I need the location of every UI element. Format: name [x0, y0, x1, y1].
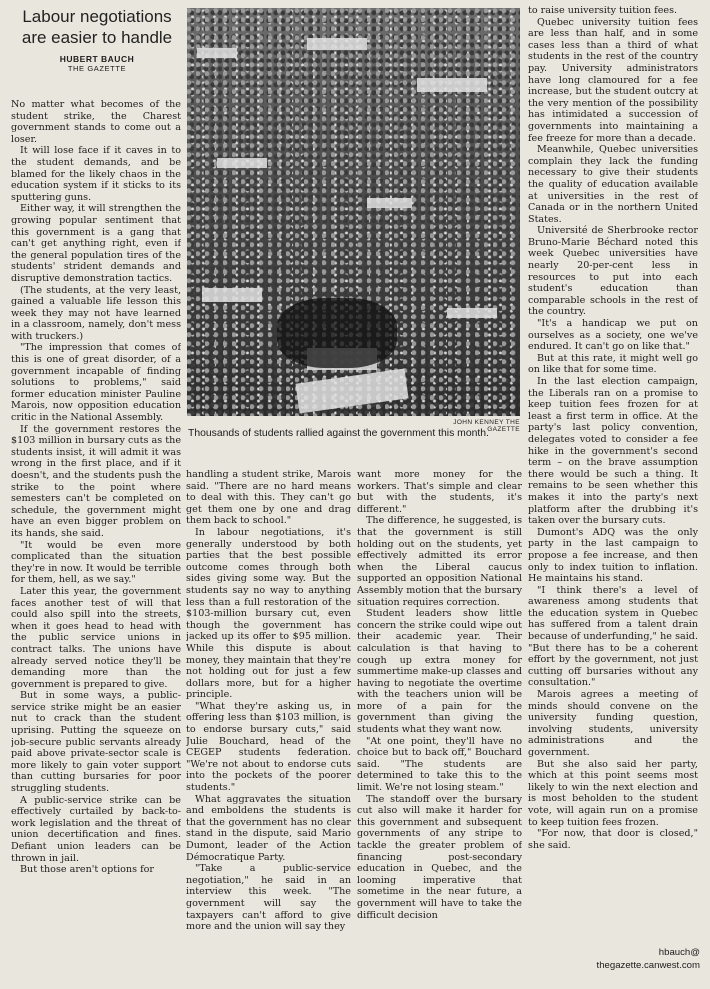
headline-line-2: are easier to handle — [21, 28, 173, 47]
paragraph: In the last election campaign, the Liberals ran on a promise to keep tuition fees frozen for at least a first term in office. At the party's last policy convention, delegates voted to consider a fee hike in the government's second term – on the brave assumption there would be such a thing. It remains to be seen whether this makes it into the party's next platform after the drubbing it's taken over the bursary cuts. — [528, 376, 698, 527]
protest-crowd-photo — [187, 8, 520, 416]
paragraph: (The students, at the very least, gained a valuable life lesson this week they may not have learned in a classroom, namely, don't mess with truckers.) — [11, 284, 181, 342]
paragraph: handling a student strike, Marois said. "There are no hard means to deal with this. They can't go get them one by one and drag them back to school." — [186, 469, 351, 527]
author-email-line-2: thegazette.canwest.com — [596, 960, 700, 971]
paragraph: "It's a handicap we put on ourselves as a society, one we've endured. It can't go on like that." — [528, 318, 698, 353]
paragraph: "What they're asking us, in offering less than $103 million, is to endorse bursary cuts," said Julie Bouchard, head of the CEGEP students federation. "We're not about to endorse cuts into the pockets of the poorer students." — [186, 700, 351, 794]
paragraph: "The impression that comes of this is one of great disorder, of a government incapable of finding solutions to problems," said former education minister Pauline Marois, now opposition education critic in the National Assembly. — [11, 342, 181, 424]
byline-name: HUBERT BAUCH — [59, 54, 135, 64]
column-3 — [357, 469, 522, 984]
headline-line-1: Labour negotiations — [22, 7, 172, 26]
photo-credit: JOHN KENNEY THE GAZETTE — [453, 419, 520, 433]
paragraph: Quebec university tuition fees are less than half, and in some cases less than a third of what students in the rest of the country pay. University administrators have long clamoured for a fee increase, but the student outcry at the very mention of the possibility has intimidated a succession of governments into maintaining a fee freeze for more than a decade. — [528, 16, 698, 144]
paragraph: The difference, he suggested, is that the government is still holding out on the students, yet effectively admitted its error when the Liberal caucus supported an opposition National Assembly motion that the bursary situation requires correction. — [357, 515, 522, 608]
author-email — [560, 946, 700, 972]
paragraph: Student leaders show little concern the strike could wipe out their academic year. Their calculation is that having to cough up extra money for summertime make-up classes and having to negotiate the overtime with the teachers union will be more of a pain for the government than giving the students what they want now. — [357, 608, 522, 736]
paragraph: Meanwhile, Quebec universities complain they lack the funding necessary to give their students the quality of education available at universities in the rest of Canada or in the northern United States. — [528, 144, 698, 225]
paragraph: Université de Sherbrooke rector Bruno-Marie Béchard noted this week Quebec universities have nearly 20-per-cent less in resources to put into each student's education than comparable schools in the rest of the country. — [528, 225, 698, 318]
paragraph: Marois agrees a meeting of minds should convene on the university funding question, involving students, university administrations and the government. — [528, 689, 698, 758]
paragraph: Either way, it will strengthen the growing popular sentiment that this government is a gang that can't get anything right, even if the general population tires of the students' strident demands and disruptive demonstration tactics. — [11, 203, 181, 284]
headline — [12, 6, 182, 48]
byline — [12, 54, 182, 73]
paragraph: In labour negotiations, it's generally understood by both parties that the best possible outcome comes through both sides giving some way. But the students say no way to anything less than a full restoration of the $103-million bursary cut, even though the government has jacked up its offer to $95 million. While this dispute is about money, they maintain that they're not holding out for just a few dollars more, but for a higher principle. — [186, 526, 351, 701]
paragraph: The standoff over the bursary cut also will make it harder for this government and subsequent governments of any stripe to tackle the greater problem of financing post-secondary education in Quebec, and the looming imperative that sometime in the near future, a government will have to take the difficult decision — [357, 793, 522, 921]
paragraph: No matter what becomes of the student strike, the Charest government stands to come out a loser. — [11, 99, 181, 145]
paragraph: If the government restores the $103 million in bursary cuts as the students insist, it will admit it was wrong in the first place, and if it doesn't, and the students push the strike to the point where semesters can't be completed on schedule, the government might have an even bigger problem on its hands, she said. — [11, 423, 181, 539]
paragraph: But she also said her party, which at this point seems most likely to win the next election and is most beholden to the student vote, will again run on a promise to keep tuition fees frozen. — [528, 758, 698, 828]
paragraph: Dumont's ADQ was the only party in the last campaign to propose a fee increase, and then only to index tuition to inflation. He maintains his stand. — [528, 526, 698, 585]
paragraph: to raise university tuition fees. — [528, 5, 678, 16]
paragraph: But in some ways, a public-service strike might be an easier nut to crack than the student uprising. Putting the squeeze on job-secure public servants already paid above private-sector scale is more likely to gain voter support than cutting bursaries for poor struggling students. — [11, 690, 181, 795]
author-email-line-1: hbauch@ — [658, 947, 700, 958]
photo-caption: Thousands of students rallied against the government this month. — [188, 428, 489, 439]
column-2 — [186, 469, 351, 984]
paragraph: "At one point, they'll have no choice but to back off," Bouchard said. "The students are determined to take this to the limit. We're not losing steam." — [357, 735, 522, 794]
paragraph: "It would be even more complicated than the situation they're in now. It would be terrible for them, hell, as we say." — [11, 539, 181, 586]
paragraph: "Take a public-service negotiation," he said in an interview this week. "The government will say the taxpayers can't afford to give more and the union will say they — [186, 863, 351, 933]
column-1 — [11, 99, 181, 984]
paragraph: Later this year, the government faces another test of will that could also spill into the streets, when it goes head to head with the public service unions in contract talks. The unions have already served notice they'll be demanding more than the government is prepared to give. — [11, 585, 181, 690]
paragraph: It will lose face if it caves in to the student demands, and be blamed for the likely chaos in the education system if it sticks to its sputtering guns. — [11, 145, 181, 203]
paragraph: But those aren't options for — [20, 864, 154, 876]
paragraph: What aggravates the situation and emboldens the students is that the government has no clear stand in the dispute, said Mario Dumont, leader of the Action Démocratique Party. — [186, 793, 351, 863]
paragraph: "For now, that door is closed," she said. — [528, 828, 698, 851]
paragraph: But at this rate, it might well go on like that for some time. — [528, 352, 698, 376]
byline-org: THE GAZETTE — [67, 64, 127, 73]
paragraph: "I think there's a level of awareness among students that the education system in Quebec has suffered from a talent drain because of underfunding," he said. "But there has to be a coherent effort by the government, not just cutting off bursaries without any consultation." — [528, 584, 698, 689]
column-4 — [528, 5, 698, 945]
paragraph: want more money for the workers. That's simple and clear but with the students, it's different." — [357, 469, 522, 515]
paragraph: A public-service strike can be effectively curtailed by back-to-work legislation and the threat of union decertification and fines. Defiant union leaders can be thrown in jail. — [11, 794, 181, 864]
